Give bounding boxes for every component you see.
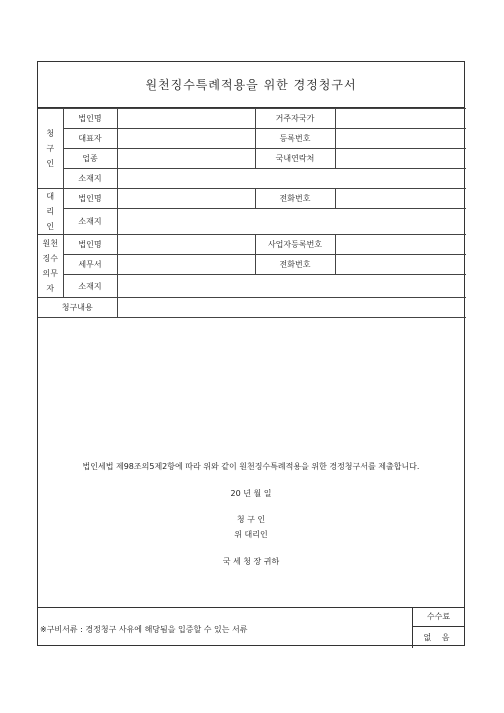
signer-claimant: 청 구 인 xyxy=(236,515,266,524)
claimant-corp-name-field[interactable] xyxy=(117,109,255,129)
agent-phone-label: 전화번호 xyxy=(255,189,335,209)
required-docs-note: ※구비서류 : 경정청구 사유에 해당됨을 입증할 수 있는 서류 xyxy=(40,625,248,634)
agent-address-label: 소재지 xyxy=(63,209,117,235)
agent-section-label xyxy=(38,189,63,235)
claim-content-label: 청구내용 xyxy=(38,298,117,318)
agent-phone-field[interactable] xyxy=(335,189,466,209)
withholder-corp-name-field[interactable] xyxy=(117,235,255,255)
withholder-tax-office-label: 세무서 xyxy=(63,255,117,275)
declaration-text: 법인세법 제98조의5제2항에 따라 위와 같이 원천징수특례적용을 위한 경정청구서를 제출합니다. xyxy=(82,462,420,471)
withholder-phone-label: 전화번호 xyxy=(255,255,335,275)
claimant-domestic-contact-label: 국내연락처 xyxy=(255,149,335,169)
date-line: 20 년 월 일 xyxy=(230,489,272,498)
withholder-business-reg-no-label: 사업자등록번호 xyxy=(255,235,335,255)
claimant-label-text: 청 구 인 xyxy=(46,129,55,168)
claimant-domestic-contact-field[interactable] xyxy=(335,149,466,169)
fee-box xyxy=(412,608,464,648)
form-title: 원천징수특례적용을 위한 경정청구서 xyxy=(38,62,464,108)
claimant-corp-name-label: 법인명 xyxy=(63,109,117,129)
claimant-registration-no-label: 등록번호 xyxy=(255,129,335,149)
claimant-representative-field[interactable] xyxy=(117,129,255,149)
withholder-address-field[interactable] xyxy=(117,275,466,298)
signer-agent: 위 대리인 xyxy=(234,530,268,539)
fee-label: 수수료 xyxy=(413,608,464,627)
claimant-business-type-label: 업종 xyxy=(63,149,117,169)
form-table xyxy=(38,108,466,318)
form-page xyxy=(37,61,465,646)
claimant-registration-no-field[interactable] xyxy=(335,129,466,149)
agent-label-text: 대 리 인 xyxy=(46,192,55,231)
claim-content-field[interactable] xyxy=(117,298,466,318)
fee-value: 없 음 xyxy=(423,633,454,642)
withholder-label-text: 원천 징수 의무 자 xyxy=(42,239,58,293)
withholder-corp-name-label: 법인명 xyxy=(63,235,117,255)
withholder-phone-field[interactable] xyxy=(335,255,466,275)
claimant-residence-country-field[interactable] xyxy=(335,109,466,129)
addressee: 국 세 청 장 귀하 xyxy=(222,557,280,566)
claimant-address-label: 소재지 xyxy=(63,169,117,189)
withholder-business-reg-no-field[interactable] xyxy=(335,235,466,255)
agent-corp-name-label: 법인명 xyxy=(63,189,117,209)
agent-address-field[interactable] xyxy=(117,209,466,235)
claimant-section-label xyxy=(38,109,63,189)
withholder-section-label xyxy=(38,235,63,298)
withholder-tax-office-field[interactable] xyxy=(117,255,255,275)
footer xyxy=(38,607,464,647)
claimant-business-type-field[interactable] xyxy=(117,149,255,169)
withholder-address-label: 소재지 xyxy=(63,275,117,298)
claimant-address-field[interactable] xyxy=(117,169,466,189)
claimant-residence-country-label: 거주자국가 xyxy=(255,109,335,129)
agent-corp-name-field[interactable] xyxy=(117,189,255,209)
claimant-representative-label: 대표자 xyxy=(63,129,117,149)
